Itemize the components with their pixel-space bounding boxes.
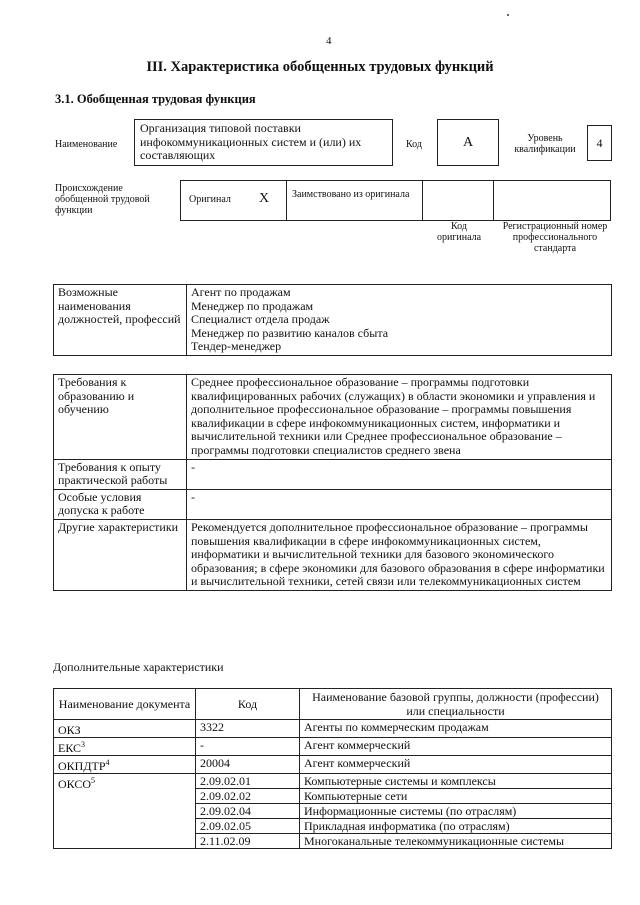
row-doc: ОКЗ xyxy=(54,720,196,738)
subsection-title: 3.1. Обобщенная трудовая функция xyxy=(55,92,256,106)
education-value: Среднее профессиональное образование – программы подготовки квалифицированных рабочих (служащих) в области экономики и управления и дополнительное профессиональное образование – программы повышения квалификации в сфере инфокоммуникационных систем, информатики и вычислительной техники или Среднее профессиональное образование – программы подготовки специалистов среднего звена xyxy=(187,375,612,460)
row-name: Информационные системы (по отраслям) xyxy=(300,804,612,819)
row-name: Агент коммерческий xyxy=(300,738,612,756)
row-name: Многоканальные телекоммуникационные системы xyxy=(300,834,612,849)
header-group: Наименование базовой группы, должности (профессии) или специальности xyxy=(300,689,612,720)
origin-row xyxy=(180,180,611,221)
level-label: Уровень квалификации xyxy=(514,133,576,155)
row-code: 2.11.02.09 xyxy=(196,834,300,849)
borrowed-label: Заимствовано из оригинала xyxy=(292,189,410,200)
position-item: Специалист отдела продаж xyxy=(191,312,330,327)
position-item: Менеджер по развитию каналов сбыта xyxy=(191,325,389,340)
additional-table xyxy=(53,688,612,849)
scan-dot xyxy=(507,14,509,16)
row-name: Компьютерные сети xyxy=(300,789,612,804)
code-value: A xyxy=(437,119,499,166)
table-row xyxy=(54,774,612,789)
original-mark: X xyxy=(259,191,270,206)
name-label: Наименование xyxy=(55,139,118,150)
code-original-label: Код оригинала xyxy=(436,221,482,243)
original-label: Оригинал xyxy=(189,194,231,205)
row-code: - xyxy=(196,738,300,756)
row-code: 2.09.02.04 xyxy=(196,804,300,819)
level-value: 4 xyxy=(587,125,612,161)
section-title: III. Характеристика обобщенных трудовых функций xyxy=(146,59,494,75)
row-name: Прикладная информатика (по отраслям) xyxy=(300,819,612,834)
row-code: 3322 xyxy=(196,720,300,738)
table-row xyxy=(54,738,612,756)
row-doc: ОКСО$^5$ xyxy=(54,774,196,849)
position-item: Тендер-менеджер xyxy=(191,339,282,354)
other-label: Другие характеристики xyxy=(54,519,187,590)
additional-title: Дополнительные характеристики xyxy=(53,660,224,674)
admission-value: - xyxy=(187,489,612,519)
row-code: 2.09.02.02 xyxy=(196,789,300,804)
row-code: 2.09.02.05 xyxy=(196,819,300,834)
page-number: 4 xyxy=(326,35,332,47)
experience-value: - xyxy=(187,459,612,489)
requirements-table xyxy=(53,374,612,591)
experience-label: Требования к опыту практической работы xyxy=(54,459,187,489)
positions-label: Возможные наименования должностей, профессий xyxy=(54,285,187,356)
table-row xyxy=(54,756,612,774)
row-name: Агенты по коммерческим продажам xyxy=(300,720,612,738)
reg-number-label: Регистрационный номер профессионального стандарта xyxy=(502,221,608,254)
admission-label: Особые условия допуска к работе xyxy=(54,489,187,519)
header-document: Наименование документа xyxy=(54,689,196,720)
row-name: Компьютерные системы и комплексы xyxy=(300,774,612,789)
position-item: Агент по продажам xyxy=(191,285,291,299)
row-name: Агент коммерческий xyxy=(300,756,612,774)
row-doc: ОКПДТР$^4$ xyxy=(54,756,196,774)
code-label: Код xyxy=(406,139,422,150)
other-value: Рекомендуется дополнительное профессиональное образование – программы повышения квалификации в сфере инфокоммуникационных систем, информатики и вычислительной техники для базового экономического образования; в сфере экономики для базового образования в сфере информатики и вычислительной техники, сетей связи или телекоммуникационных систем xyxy=(187,519,612,590)
positions-table xyxy=(53,284,612,356)
row-code: 20004 xyxy=(196,756,300,774)
table-row xyxy=(54,720,612,738)
positions-list xyxy=(187,285,612,356)
name-value: Организация типовой поставки инфокоммуникационных систем и (или) их составляющих xyxy=(134,119,393,166)
origin-label: Происхождение обобщенной трудовой функции xyxy=(55,183,150,216)
row-doc: ЕКС$^3$ xyxy=(54,738,196,756)
row-code: 2.09.02.01 xyxy=(196,774,300,789)
header-code: Код xyxy=(196,689,300,720)
position-item: Менеджер по продажам xyxy=(191,298,314,313)
education-label: Требования к образованию и обучению xyxy=(54,375,187,460)
